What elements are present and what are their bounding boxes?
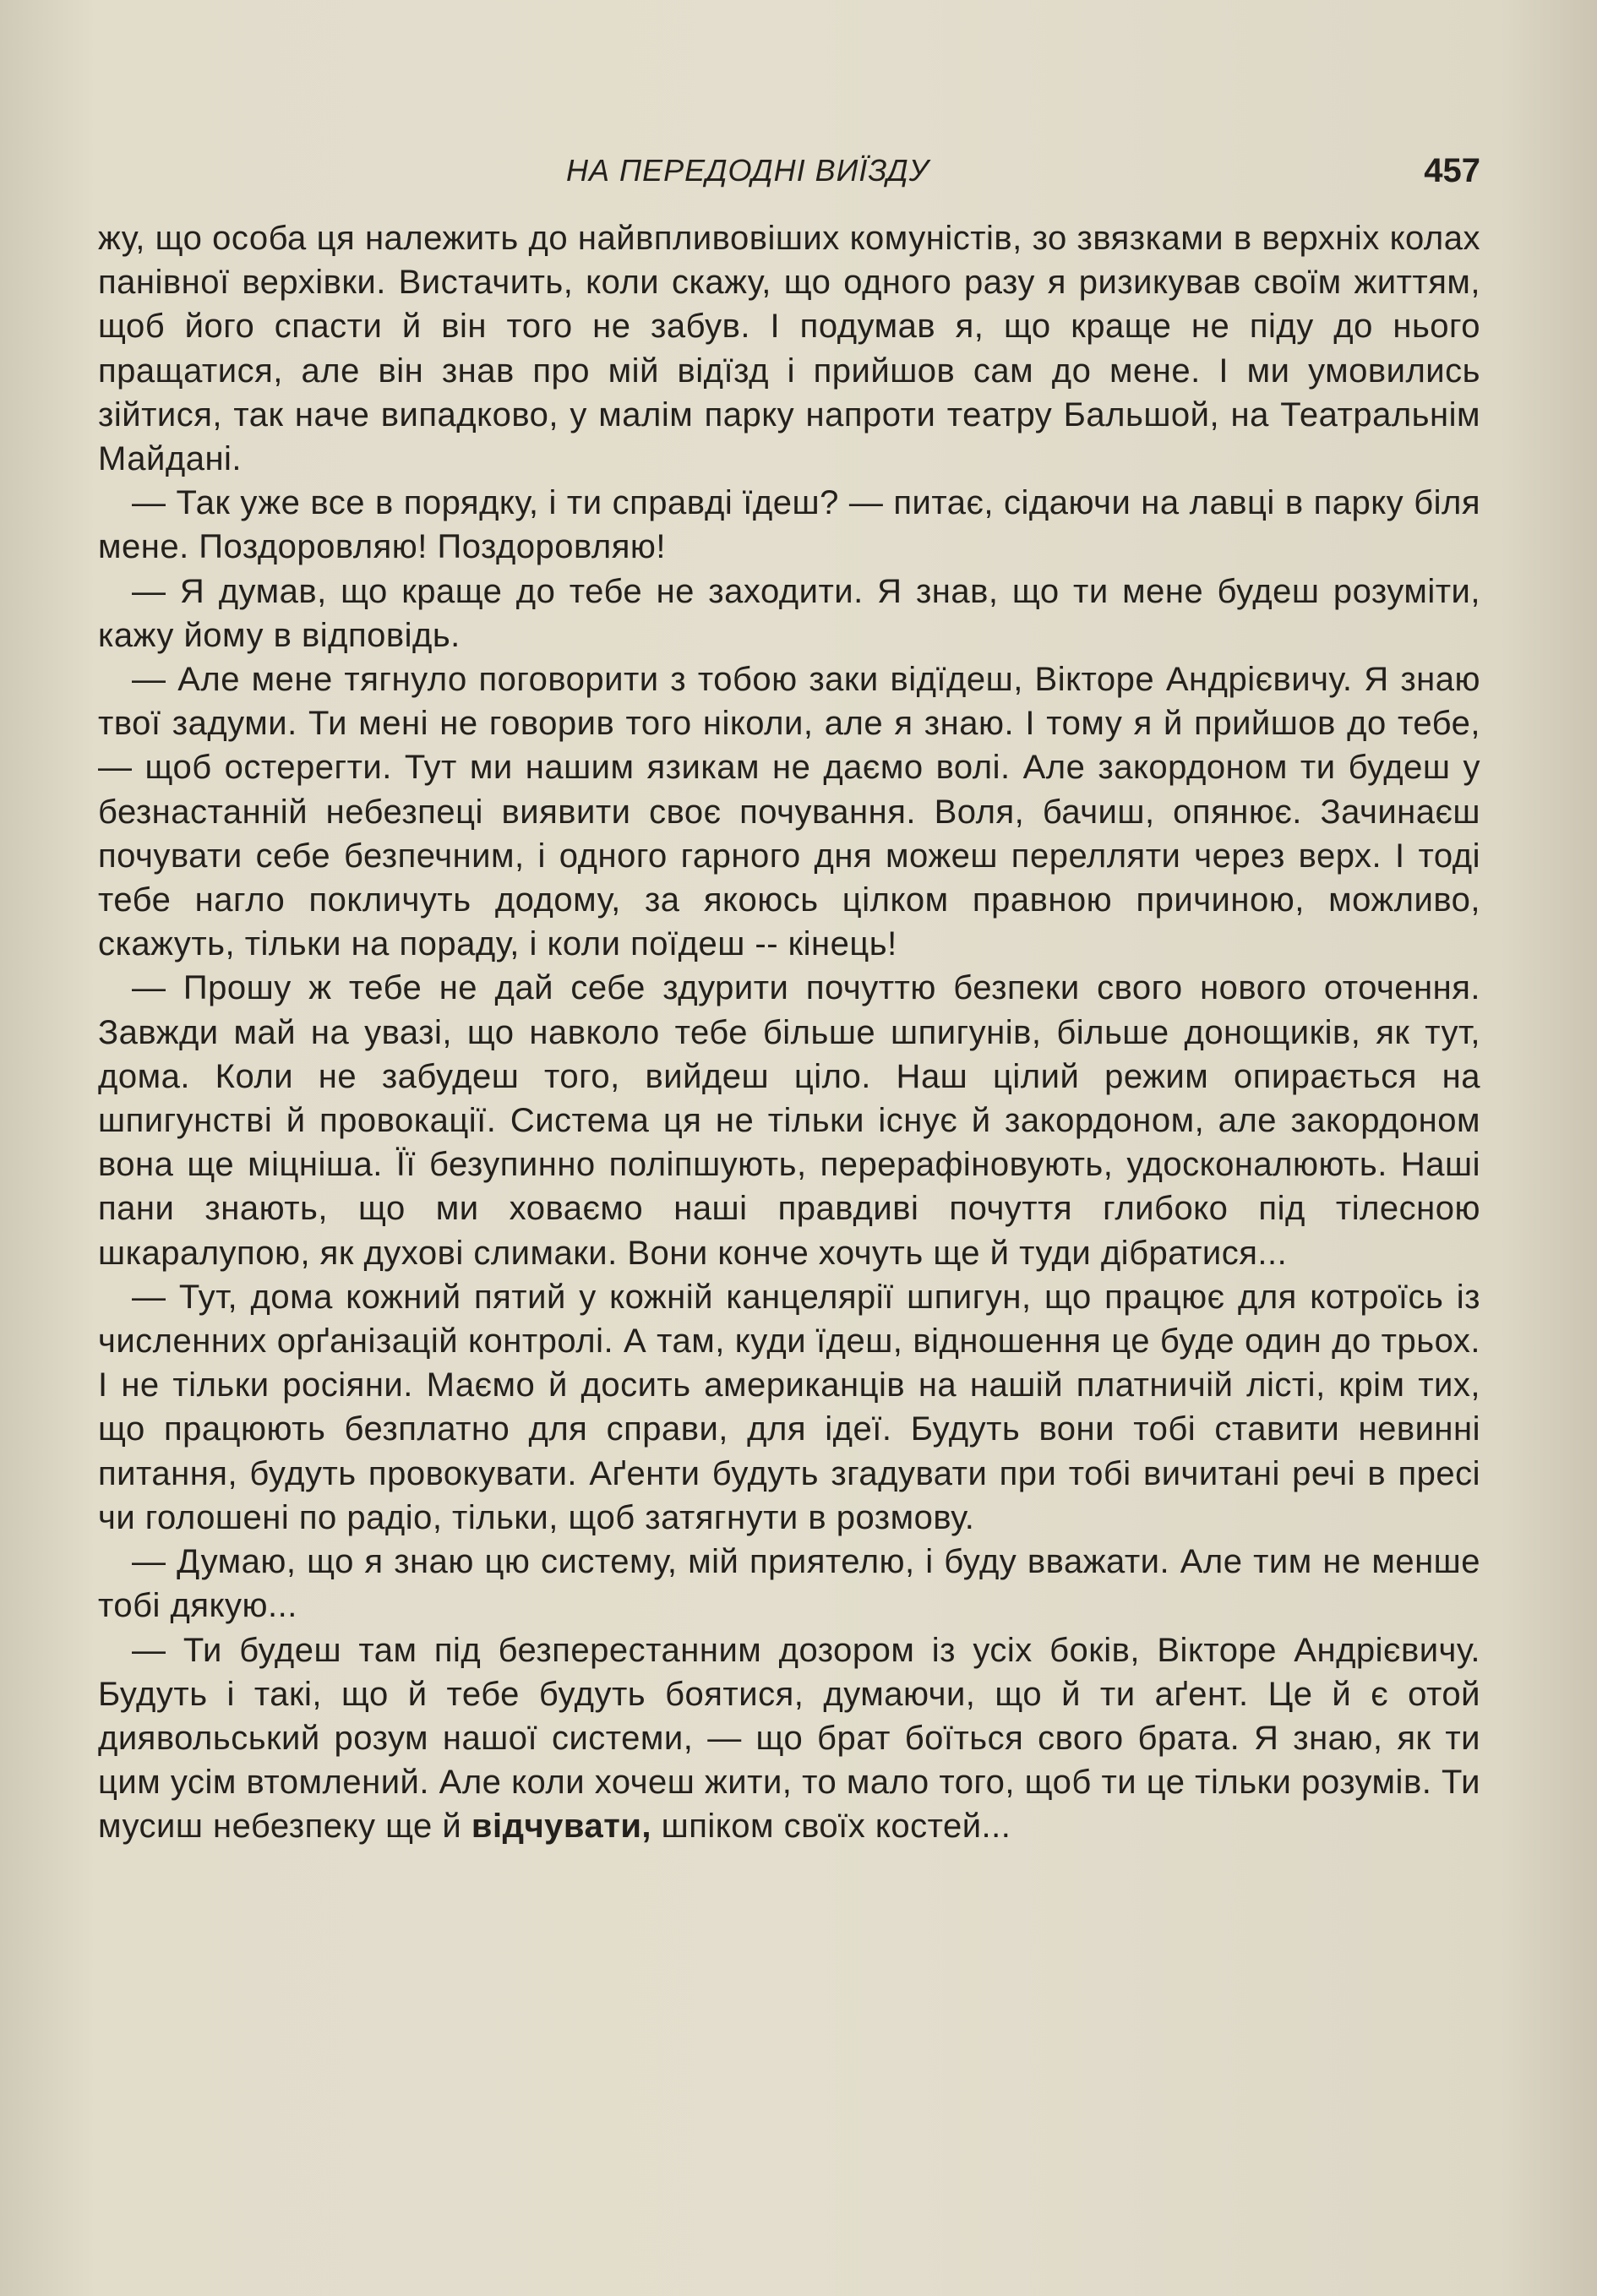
- paragraph-1: жу, що особа ця належить до найвпливовіших комуністів, зо звязками в верхніх колах панівної верхівки. Вистачить, коли скажу, що одного разу я ризикував своїм життям, щоб його спасти й він того не забув. І подумав я, що краще не піду до нього пращатися, але він знав про мій відїзд і прийшов сам до мене. І ми умовились зійтися, так наче випадково, у малім парку напроти театру Бальшой, на Театральнім Майдані.: [98, 220, 1480, 478]
- emphasis-word: відчувати,: [471, 1808, 652, 1846]
- paragraph-8-tail: шпіком своїх костей...: [661, 1808, 1011, 1846]
- text-body: [98, 216, 1480, 1849]
- paragraph-7: — Думаю, що я знаю цю систему, мій приятелю, і буду вважати. Але тим не менше тобі дякую...: [98, 1543, 1480, 1625]
- running-title: НА ПЕРЕДОДНІ ВИЇЗДУ: [566, 153, 929, 188]
- paragraph-6: — Тут, дома кожний пятий у кожній канцелярії шпигун, що працює для котроїсь із численних орґанізацій контролі. А там, куди їдеш, відношення це буде один до трьох. І не тільки росіяни. Маємо й досить американців на нашій платничій лісті, крім тих, що працюють безплатно для справи, для ідеї. Будуть вони тобі ставити невинні питання, будуть провокувати. Аґенти будуть згадувати при тобі вичитані речі в пресі чи голошені по радіо, тільки, щоб затягнути в розмову.: [98, 1278, 1480, 1536]
- paragraph-8: [98, 1628, 1480, 1849]
- paragraph-8-text: — Ти будеш там під безперестанним дозором із усіх боків, Вікторе Андрієвичу. Будуть і такі, що й тебе будуть боятися, думаючи, що й ти аґент. Це й є отой диявольський розум нашої системи, — що брат боїться свого брата. Я знаю, як ти цим усім втомлений. Але коли хочеш жити, то мало того, щоб ти це тільки розумів. Ти мусиш небезпеку ще й: [98, 1631, 1480, 1846]
- page-number: 457: [1424, 152, 1480, 189]
- paragraph-3: — Я думав, що краще до тебе не заходити. Я знав, що ти мене будеш розуміти, кажу йому в відповідь.: [98, 572, 1480, 654]
- paragraph-2: — Так уже все в порядку, і ти справді їдеш? — питає, сідаючи на лавці в парку біля мене. Поздоровляю! Поздоровляю!: [98, 484, 1480, 566]
- paragraph-4: — Але мене тягнуло поговорити з тобою заки відїдеш, Вікторе Андрієвичу. Я знаю твої задуми. Ти мені не говорив того ніколи, але я знаю. І тому я й прийшов до тебе, — щоб остерегти. Тут ми нашим язикам не даємо волі. Але закордоном ти будеш у безнастанній небезпеці виявити своє почування. Воля, бачиш, опянює. Зачинаєш почувати себе безпечним, і одного гарного дня можеш перелляти через верх. І тоді тебе нагло покличуть додому, за якоюсь цілком правною причиною, можливо, скажуть, тільки на пораду, і коли поїдеш -- кінець!: [98, 661, 1480, 963]
- running-head: [98, 145, 1480, 196]
- paragraph-5: — Прошу ж тебе не дай себе здурити почуттю безпеки свого нового оточення. Завжди май на увазі, що навколо тебе більше шпигунів, більше донощиків, як тут, дома. Коли не забудеш того, вийдеш цілo. Наш цілий режим опирається на шпигунстві й провокації. Система ця не тільки існує й закордоном, але закордоном вона ще міцніша. Її безупинно поліпшують, перерафіновують, удосконалюють. Наші пани знають, що ми ховаємо наші правдиві почуття глибоко під тілесною шкаралупою, як духові слимаки. Вони конче хочуть ще й туди дібратися...: [98, 969, 1480, 1272]
